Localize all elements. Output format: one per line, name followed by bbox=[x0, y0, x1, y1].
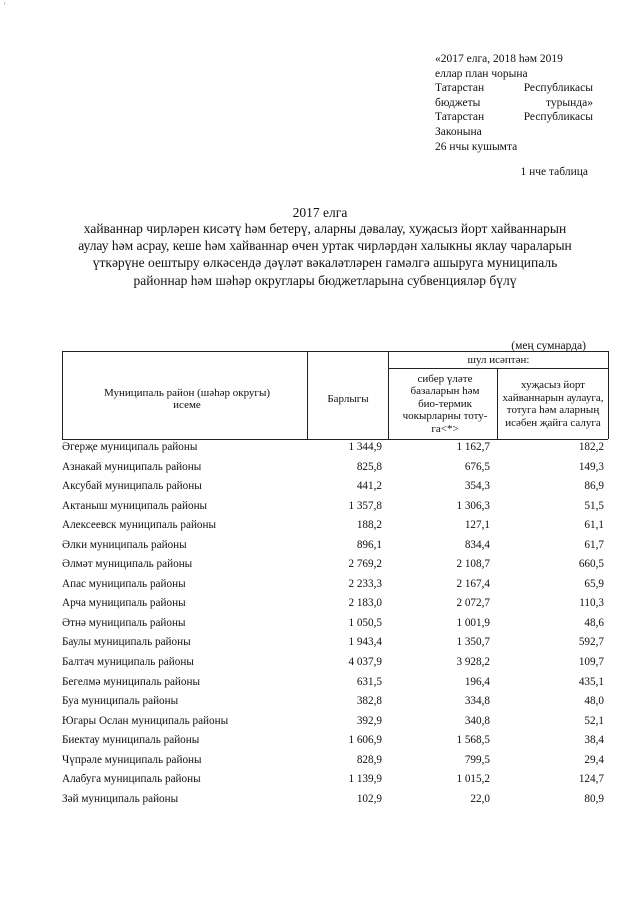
row-bases: 2 108,7 bbox=[456, 558, 490, 571]
header-name: Муниципаль район (шәһәр округы) исеме bbox=[104, 386, 270, 411]
row-bases: 1 001,9 bbox=[456, 616, 490, 629]
document-year: 2017 елга bbox=[292, 205, 348, 220]
row-total: 102,9 bbox=[356, 792, 382, 805]
row-total: 1 139,9 bbox=[348, 773, 382, 786]
corner-mark: ' bbox=[4, 1, 6, 11]
row-stray: 65,9 bbox=[584, 577, 604, 590]
row-bases: 3 928,2 bbox=[456, 656, 490, 669]
row-total: 631,5 bbox=[356, 675, 382, 688]
row-bases: 799,5 bbox=[464, 753, 490, 766]
row-name: Аксубай муниципаль районы bbox=[62, 480, 202, 493]
row-total: 4 037,9 bbox=[348, 656, 382, 669]
row-stray: 38,4 bbox=[584, 734, 604, 747]
row-name: Алабуга муниципаль районы bbox=[62, 773, 201, 786]
row-bases: 2 072,7 bbox=[456, 597, 490, 610]
row-name: Чүпрәле муниципаль районы bbox=[62, 753, 202, 766]
table-row bbox=[62, 714, 608, 734]
row-name: Азнакай муниципаль районы bbox=[62, 460, 202, 473]
table-row bbox=[62, 577, 608, 597]
row-stray: 48,0 bbox=[584, 695, 604, 708]
row-name: Буа муниципаль районы bbox=[62, 695, 179, 708]
row-stray: 61,1 bbox=[584, 519, 604, 532]
row-stray: 149,3 bbox=[578, 460, 604, 473]
row-name: Зәй муниципаль районы bbox=[62, 792, 179, 805]
table-row bbox=[62, 694, 608, 714]
row-stray: 52,1 bbox=[584, 714, 604, 727]
table-row bbox=[62, 753, 608, 773]
annex-line-4b: турында» bbox=[546, 96, 593, 109]
table-row bbox=[62, 460, 608, 480]
row-total: 1 357,8 bbox=[348, 499, 382, 512]
row-name: Югары Ослан муниципаль районы bbox=[62, 714, 229, 727]
row-bases: 1 306,3 bbox=[456, 499, 490, 512]
row-bases: 834,4 bbox=[464, 538, 490, 551]
annex-line-5a: Татарстан bbox=[435, 111, 485, 124]
table-row bbox=[62, 596, 608, 616]
table-number: 1 нче таблица bbox=[520, 166, 588, 178]
table-row bbox=[62, 733, 608, 753]
row-total: 441,2 bbox=[356, 480, 382, 493]
annex-line-7: 26 нчы кушымта bbox=[435, 140, 518, 153]
row-stray: 51,5 bbox=[584, 499, 604, 512]
row-total: 392,9 bbox=[356, 714, 382, 727]
row-name: Апас муниципаль районы bbox=[62, 577, 186, 590]
units-label: (мең сумнарда) bbox=[511, 340, 586, 352]
annex-line-2: еллар план чорына bbox=[435, 67, 528, 80]
row-total: 1 943,4 bbox=[348, 636, 382, 649]
row-name: Актаныш муниципаль районы bbox=[62, 499, 208, 512]
row-total: 2 233,3 bbox=[348, 577, 382, 590]
annex-line-5b: Республикасы bbox=[523, 111, 593, 124]
table-row bbox=[62, 616, 608, 636]
header-sub-bases: сибер үләте базаларын һәм био-термик чокырларны тоту-га<*> bbox=[402, 372, 488, 435]
annex-note bbox=[435, 52, 593, 154]
table-row bbox=[62, 440, 608, 460]
table-header bbox=[62, 351, 608, 439]
table-row bbox=[62, 792, 608, 812]
table-row bbox=[62, 557, 608, 577]
row-total: 2 183,0 bbox=[348, 597, 382, 610]
row-total: 896,1 bbox=[356, 538, 382, 551]
row-total: 1 050,5 bbox=[348, 616, 382, 629]
annex-line-3a: Татарстан bbox=[435, 82, 485, 95]
row-bases: 340,8 bbox=[464, 714, 490, 727]
table-row bbox=[62, 479, 608, 499]
table-row bbox=[62, 499, 608, 519]
row-bases: 196,4 bbox=[464, 675, 490, 688]
row-stray: 660,5 bbox=[578, 558, 604, 571]
row-total: 188,2 bbox=[356, 519, 382, 532]
table-row bbox=[62, 772, 608, 792]
row-total: 1 344,9 bbox=[348, 441, 382, 453]
row-total: 1 606,9 bbox=[348, 734, 382, 747]
row-stray: 86,9 bbox=[584, 480, 604, 493]
annex-line-4a: бюджеты bbox=[435, 96, 481, 109]
table-row bbox=[62, 655, 608, 675]
row-bases: 1 568,5 bbox=[456, 734, 490, 747]
document-title: хайваннар чирләрен кисәтү һәм бетерү, аларны дәвалау, хуҗасыз йорт хайваннарын аулау һәм асрау, кеше һәм хайваннар өчен уртак чирләрдән халыкны яклау чараларын үткәрүне оештыру өлкәсендә дәүләт вәкаләтләрен гамәлгә ашыруга муниципаль районнар һәм шәһәр округлары бюджетларына субвенцияләр бүлү bbox=[78, 221, 572, 288]
row-stray: 592,7 bbox=[578, 636, 604, 649]
row-name: Баулы муниципаль районы bbox=[62, 636, 191, 649]
row-stray: 29,4 bbox=[584, 753, 604, 766]
row-bases: 1 015,2 bbox=[456, 773, 490, 786]
row-name: Әгерҗе муниципаль районы bbox=[62, 441, 198, 453]
row-stray: 182,2 bbox=[578, 441, 604, 453]
row-total: 2 769,2 bbox=[348, 558, 382, 571]
header-sub-stray: хуҗасыз йорт хайваннарын аулауга, тотуга һәм аларның исәбен җайга салуга bbox=[502, 379, 604, 429]
row-bases: 1 162,7 bbox=[456, 441, 490, 453]
table-row bbox=[62, 675, 608, 695]
row-bases: 676,5 bbox=[464, 460, 490, 473]
row-name: Балтач муниципаль районы bbox=[62, 656, 194, 669]
row-total: 828,9 bbox=[356, 753, 382, 766]
header-total: Барлыгы bbox=[327, 392, 369, 405]
row-name: Арча муниципаль районы bbox=[62, 597, 186, 610]
table-body bbox=[62, 440, 608, 811]
table-row bbox=[62, 518, 608, 538]
row-bases: 1 350,7 bbox=[456, 636, 490, 649]
row-name: Бегелмә муниципаль районы bbox=[62, 675, 201, 688]
row-stray: 61,7 bbox=[584, 538, 604, 551]
table-row bbox=[62, 538, 608, 558]
row-name: Әтнә муниципаль районы bbox=[62, 616, 186, 629]
row-stray: 435,1 bbox=[578, 675, 604, 688]
row-name: Биектау муниципаль районы bbox=[62, 734, 200, 747]
header-group: шул исәптән: bbox=[467, 353, 530, 366]
annex-line-3b: Республикасы bbox=[523, 82, 593, 95]
row-name: Әлмәт муниципаль районы bbox=[62, 558, 193, 571]
row-bases: 127,1 bbox=[464, 519, 490, 532]
row-total: 825,8 bbox=[356, 460, 382, 473]
row-stray: 110,3 bbox=[579, 597, 604, 610]
row-bases: 2 167,4 bbox=[456, 577, 490, 590]
annex-line-6: Законына bbox=[435, 125, 482, 138]
row-stray: 80,9 bbox=[584, 792, 604, 805]
row-bases: 334,8 bbox=[464, 695, 490, 708]
row-total: 382,8 bbox=[356, 695, 382, 708]
row-stray: 109,7 bbox=[578, 656, 604, 669]
row-stray: 124,7 bbox=[578, 773, 604, 786]
row-stray: 48,6 bbox=[584, 616, 604, 629]
row-bases: 354,3 bbox=[464, 480, 490, 493]
row-name: Әлки муниципаль районы bbox=[62, 538, 187, 551]
row-name: Алексеевск муниципаль районы bbox=[62, 519, 217, 532]
row-bases: 22,0 bbox=[470, 792, 490, 805]
table-row bbox=[62, 635, 608, 655]
annex-line-1: «2017 елга, 2018 һәм 2019 bbox=[435, 53, 563, 65]
